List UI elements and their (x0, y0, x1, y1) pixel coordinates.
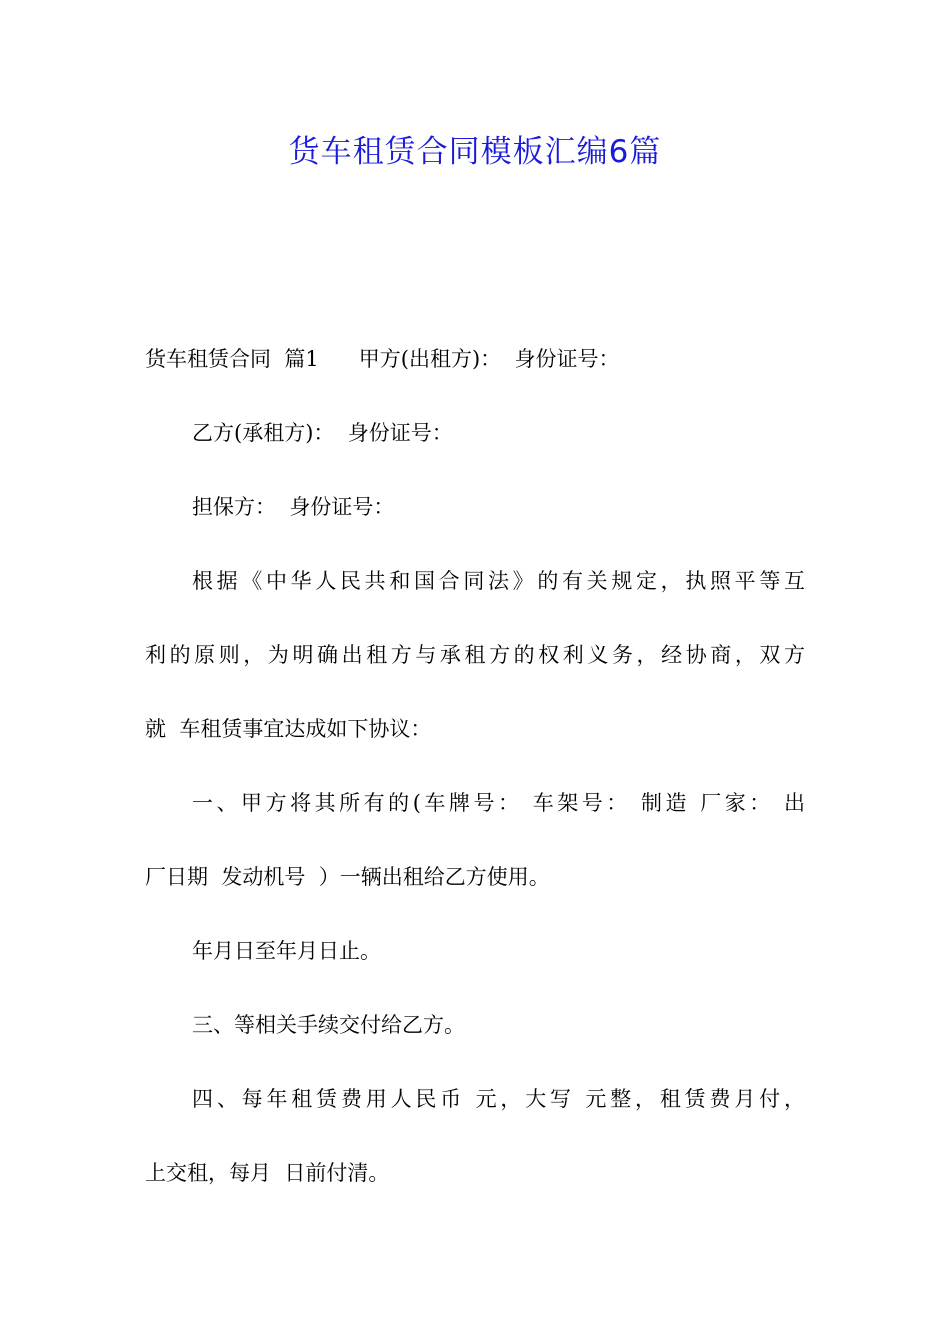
paragraph-line: 根据《中华人民共和国合同法》的有关规定，执照平等互 (192, 569, 805, 593)
document-title: 货车租赁合同模板汇编6篇 (288, 134, 662, 170)
paragraph-line: 就 车租赁事宜达成如下协议： (145, 717, 432, 741)
clause-line: 四、每年租赁费用人民币 元，大写 元整，租赁费月付， (192, 1087, 805, 1111)
contract-heading-line: 货车租赁合同 篇1 甲方(出租方)： 身份证号： (145, 347, 620, 371)
clause-line: 厂日期 发动机号 ）一辆出租给乙方使用。 (145, 865, 550, 889)
document-body (145, 335, 805, 1223)
clause-line: 一、甲方将其所有的(车牌号： 车架号： 制造 厂家： 出 (192, 791, 805, 815)
clause-line: 三、等相关手续交付给乙方。 (192, 1013, 465, 1037)
paragraph-line: 利的原则，为明确出租方与承租方的权利义务，经协商，双方 (145, 643, 805, 667)
clause-line: 年月日至年月日止。 (192, 939, 381, 963)
party-b-line: 乙方(承租方)： 身份证号： (192, 421, 453, 445)
clause-line: 上交租，每月 日前付清。 (145, 1161, 390, 1185)
guarantor-line: 担保方： 身份证号： (192, 495, 395, 519)
